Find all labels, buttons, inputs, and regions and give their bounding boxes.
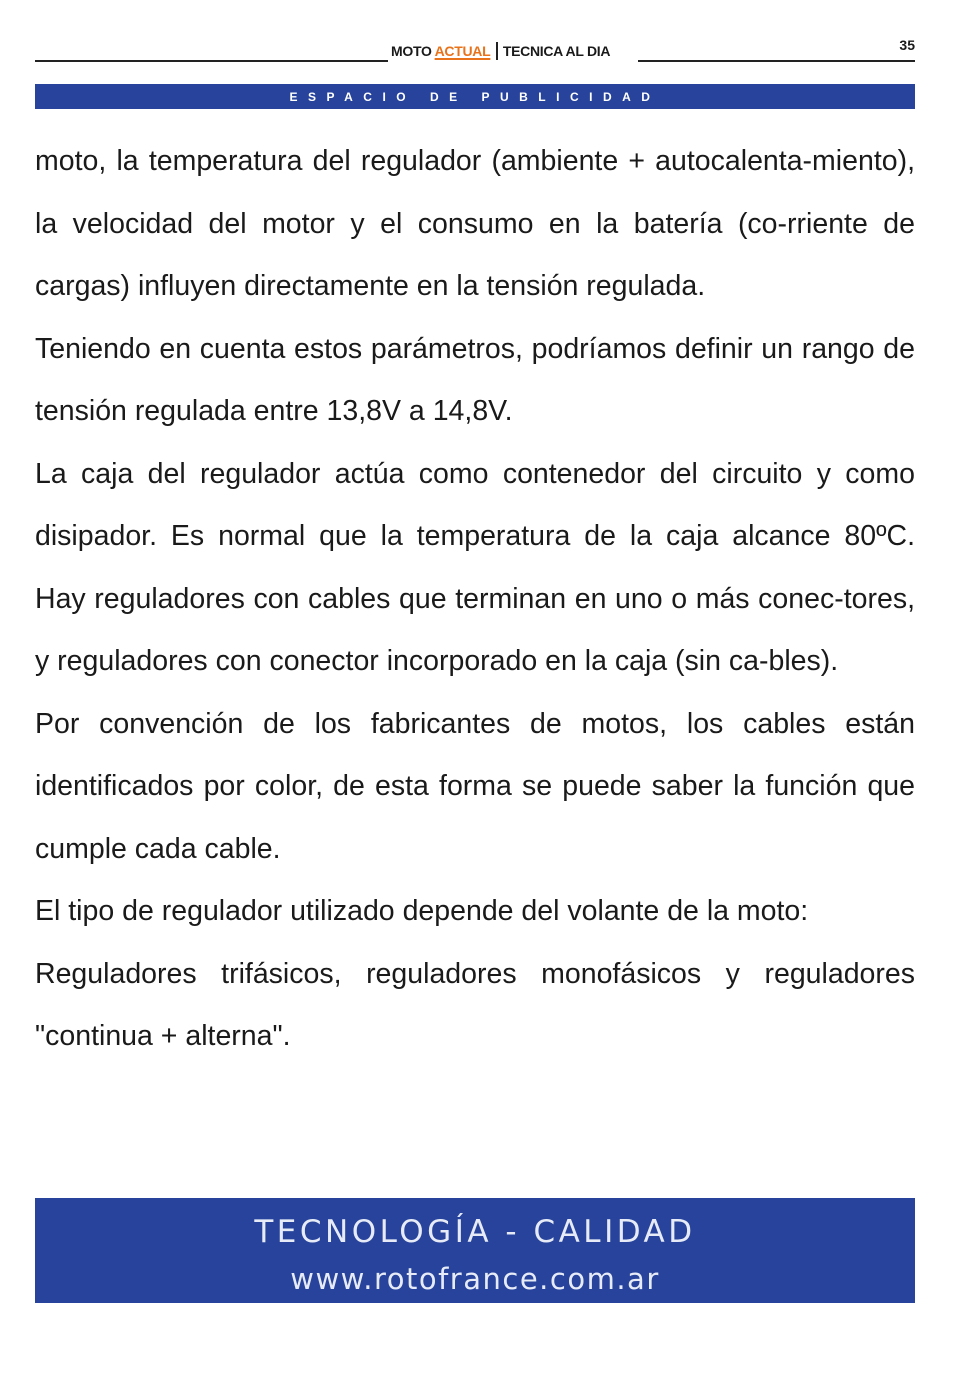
header-rule-left bbox=[35, 60, 388, 62]
footer-ad-banner[interactable] bbox=[35, 1198, 915, 1303]
footer-url-link[interactable]: www.rotofrance.com.ar bbox=[290, 1262, 660, 1296]
paragraph: El tipo de regulador utilizado depende del volante de la moto: bbox=[35, 895, 809, 927]
page-number: 35 bbox=[899, 37, 915, 53]
paragraph: Reguladores trifásicos, reguladores monofásicos y reguladores "continua + alterna". bbox=[35, 957, 915, 1052]
header-rule-right bbox=[638, 60, 915, 62]
article-body bbox=[35, 130, 915, 1068]
paragraph: Teniendo en cuenta estos parámetros, podríamos definir un rango de tensión regulada entre 13,8V a 14,8V. bbox=[35, 332, 915, 427]
section-title: TECNICA AL DIA bbox=[502, 43, 611, 59]
footer-tagline: TECNOLOGÍA - CALIDAD bbox=[254, 1214, 696, 1250]
paragraph: Hay reguladores con cables que terminan en uno o más conec-tores, y reguladores con conector incorporado en la caja (sin ca-bles). bbox=[35, 582, 915, 677]
brand-actual: ACTUAL bbox=[434, 43, 491, 59]
paragraph: La caja del regulador actúa como contenedor del circuito y como disipador. Es normal que la temperatura de la caja alcance 80ºC. bbox=[35, 457, 915, 552]
paragraph: moto, la temperatura del regulador (ambiente + autocalenta-miento), la velocidad del motor y el consumo en la batería (co-rriente de cargas) influyen directamente en la tensión regulada. bbox=[35, 145, 915, 302]
header-separator bbox=[496, 42, 498, 60]
ad-space-band: ESPACIO DE PUBLICIDAD bbox=[35, 84, 915, 109]
paragraph: Por convención de los fabricantes de motos, los cables están identificados por color, de esta forma se puede saber la función que cumple cada cable. bbox=[35, 707, 915, 865]
header-title bbox=[391, 42, 610, 60]
brand-moto: MOTO bbox=[391, 43, 432, 59]
